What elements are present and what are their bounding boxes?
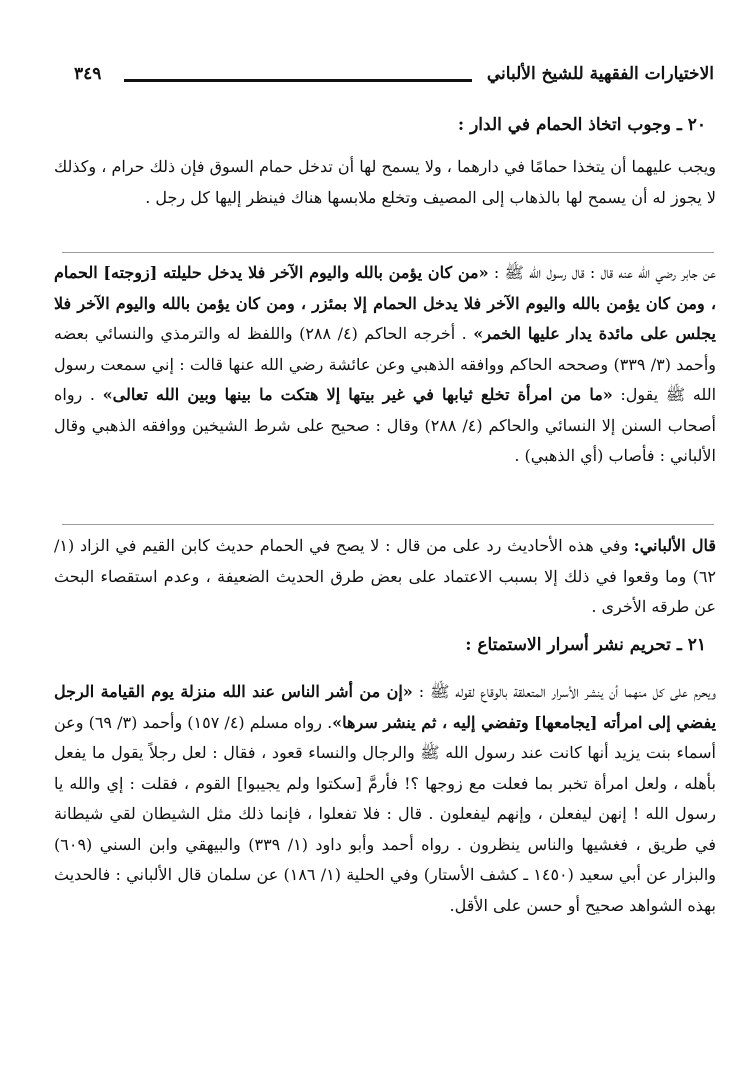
page-number: ٣٤٩ [74,64,102,84]
section-21-intro-text: ويحرم على كل منهما أن ينشر الأسرار المتعلقة بالوقاع لقوله ﷺ : [412,682,716,701]
section-21-hadith-quote: «إن من أشر الناس عند الله منزلة يوم القيامة الرجل يفضي إلى امرأته [يجامعها] وتفضي إليه ، ثم ينشر سرها» [54,682,717,732]
running-header-title: الاختيارات الفقهية للشيخ الألباني [486,64,714,84]
hadith-intro-text: عن جابر رضي الله عنه قال : قال رسول الله ﷺ : [488,263,717,282]
section-21-body-text: . رواه مسلم (٤/ ١٥٧) وأحمد (٣/ ٦٩) وعن أسماء بنت يزيد أنها كانت عند رسول الله ﷺ والرجال والنساء قعود ، فقال : لعل رجلاً يقول ما يفعل بأهله ، ولعل امرأة تخبر بما فعلت مع زوجها ؟! فأرمَّ [سكتوا ولم يجيبوا] القوم ، فقلت : إي والله يا رسول الله ! إنهن ليفعلن ، وإنهم ليفعلون . قال : فلا تفعلوا ، فإنما ذلك مثل الشيطان لقي شيطانة في طريق ، فغشيها والناس ينظرون . رواه أحمد وأبو داود (١/ ٣٣٩) والبيهقي وابن السني (٦٠٩) والبزار عن أبي سعيد (١٤٥٠ ـ كشف الأستار) وفي الحلية (١/ ١٨٦) عن سلمان قال الألباني : فالحديث بهذه الشواهد صحيح أو حسن على الأقل. [54,712,717,915]
albani-comment-text: وفي هذه الأحاديث رد على من قال : لا يصح في الحمام حديث كابن القيم في الزاد (١/ ٦٢) وما وقعوا في ذلك إلا بسبب الاعتماد على بعض طرق الحديث الضعيفة ، وعدم استقصاء البحث عن طرقه الأخرى . [54,536,716,616]
header-rule [124,79,472,82]
albani-comment-paragraph [54,531,716,623]
paragraph-divider [62,252,714,253]
paragraph-divider [62,524,714,525]
albani-label: قال الألباني: [633,536,716,555]
hadith-quote-2: «ما من امرأة تخلع ثيابها في غير بيتها إلا هتكت ما بينها وبين الله تعالى» [102,385,613,404]
section-21-heading: ٢١ ـ تحريم نشر أسرار الاستمتاع : [465,635,706,655]
hadith-quote-1: «من كان يؤمن بالله واليوم الآخر فلا يدخل حليلته [زوجته] الحمام ، ومن كان يؤمن بالله واليوم الآخر فلا يدخل الحمام إلا بمئزر ، ومن كان يؤمن بالله واليوم الآخر فلا يجلس على مائدة يدار عليها الخمر» [54,263,717,343]
hadith-source-text: . أخرجه الحاكم (٤/ ٢٨٨) واللفظ له والترمذي والنسائي بعضه وأحمد (٣/ ٣٣٩) وصححه الحاكم ووافقه الذهبي وعن عائشة رضي الله عنها قالت : إني سمعت رسول الله ﷺ يقول: [54,324,717,404]
hadith-grading-text: . رواه أصحاب السنن إلا النسائي والحاكم (٤/ ٢٨٨) وقال : صحيح على شرط الشيخين ووافقه الذهبي وقال الألباني : فأصاب (أي الذهبي) . [54,385,717,465]
section-20-intro: ويجب عليهما أن يتخذا حمامًا في دارهما ، ولا يسمح لها أن تدخل حمام السوق فإن ذلك حرام ، وكذلك لا يجوز له أن يسمح لها بالذهاب إلى المصيف وتخلع ملابسها هناك فينظر إليها كل رجل . [54,157,716,207]
section-20-hadith-paragraph [54,258,716,472]
section-21-paragraph [54,677,716,921]
section-20-heading: ٢٠ ـ وجوب اتخاذ الحمام في الدار : [457,115,706,135]
